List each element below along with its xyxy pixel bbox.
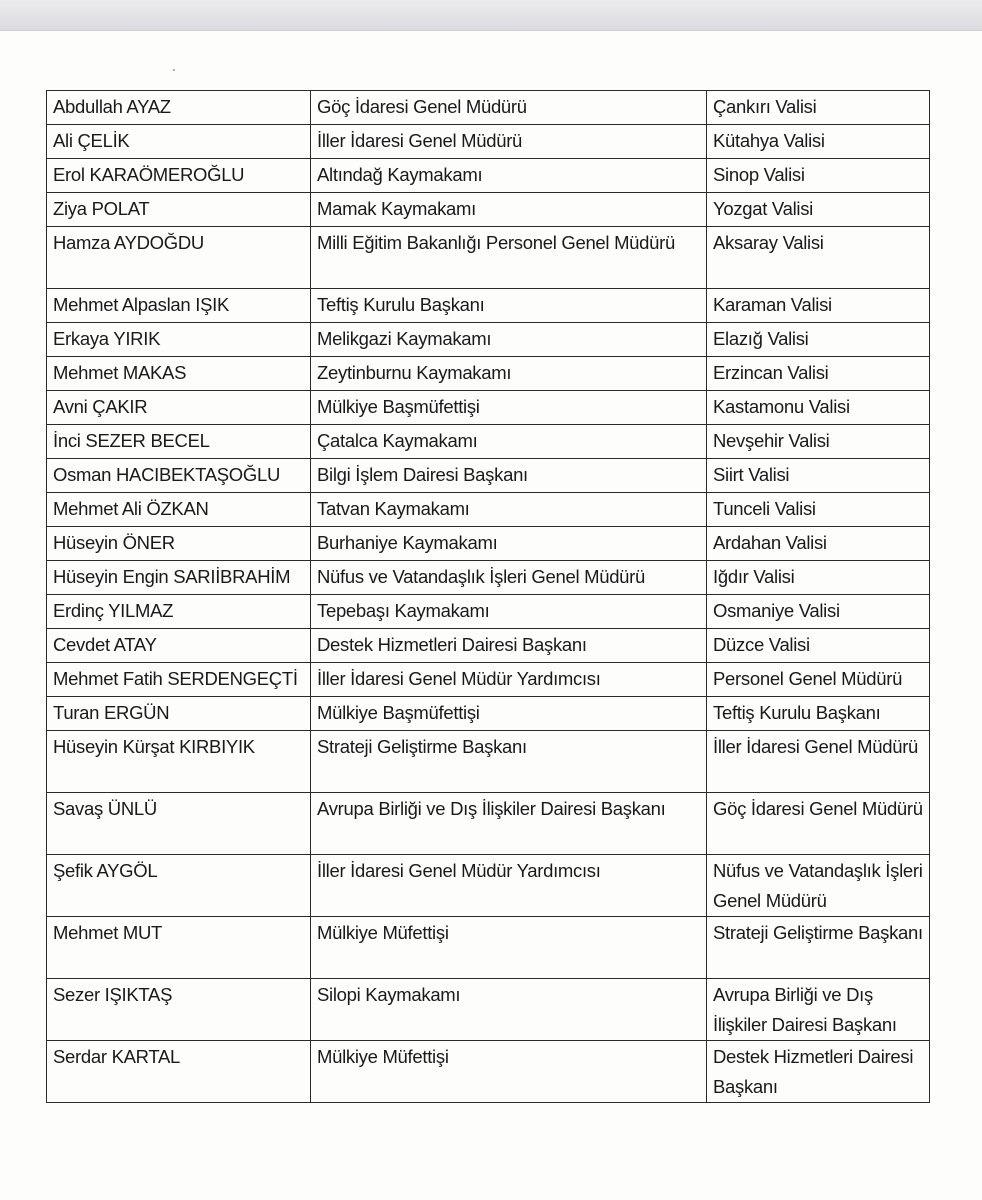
name-cell: İnci SEZER BECEL xyxy=(47,425,311,459)
new-position-cell: Kütahya Valisi xyxy=(707,125,930,159)
table-row xyxy=(47,979,930,1041)
table-row xyxy=(47,425,930,459)
viewer-top-bar xyxy=(0,0,982,31)
table-row xyxy=(47,527,930,561)
name-cell: Hüseyin Engin SARIİBRAHİM xyxy=(47,561,311,595)
current-position-cell: Göç İdaresi Genel Müdürü xyxy=(311,91,707,125)
current-position-cell: Mülkiye Müfettişi xyxy=(311,917,707,979)
table-row xyxy=(47,917,930,979)
new-position-cell: Ardahan Valisi xyxy=(707,527,930,561)
name-cell: Sezer IŞIKTAŞ xyxy=(47,979,311,1041)
current-position-cell: Zeytinburnu Kaymakamı xyxy=(311,357,707,391)
new-position-cell: Elazığ Valisi xyxy=(707,323,930,357)
name-cell: Turan ERGÜN xyxy=(47,697,311,731)
name-cell: Serdar KARTAL xyxy=(47,1041,311,1103)
current-position-cell: İller İdaresi Genel Müdürü xyxy=(311,125,707,159)
name-cell: Mehmet Alpaslan IŞIK xyxy=(47,289,311,323)
table-row xyxy=(47,561,930,595)
new-position-cell: Sinop Valisi xyxy=(707,159,930,193)
new-position-cell: Destek Hizmetleri Dairesi Başkanı xyxy=(707,1041,930,1103)
name-cell: Abdullah AYAZ xyxy=(47,91,311,125)
current-position-cell: Çatalca Kaymakamı xyxy=(311,425,707,459)
name-cell: Savaş ÜNLÜ xyxy=(47,793,311,855)
new-position-cell: Nüfus ve Vatandaşlık İşleri Genel Müdürü xyxy=(707,855,930,917)
table-row xyxy=(47,595,930,629)
name-cell: Ali ÇELİK xyxy=(47,125,311,159)
table-row xyxy=(47,793,930,855)
current-position-cell: Mülkiye Başmüfettişi xyxy=(311,697,707,731)
scan-speck xyxy=(173,69,175,71)
table-row xyxy=(47,629,930,663)
current-position-cell: Milli Eğitim Bakanlığı Personel Genel Müdürü xyxy=(311,227,707,289)
new-position-cell: Siirt Valisi xyxy=(707,459,930,493)
name-cell: Erol KARAÖMEROĞLU xyxy=(47,159,311,193)
current-position-cell: Melikgazi Kaymakamı xyxy=(311,323,707,357)
new-position-cell: Avrupa Birliği ve Dış İlişkiler Dairesi Başkanı xyxy=(707,979,930,1041)
name-cell: Şefik AYGÖL xyxy=(47,855,311,917)
new-position-cell: Karaman Valisi xyxy=(707,289,930,323)
table-row xyxy=(47,855,930,917)
appointments-table-body xyxy=(47,91,930,1103)
current-position-cell: Tepebaşı Kaymakamı xyxy=(311,595,707,629)
new-position-cell: Göç İdaresi Genel Müdürü xyxy=(707,793,930,855)
new-position-cell: Yozgat Valisi xyxy=(707,193,930,227)
current-position-cell: Tatvan Kaymakamı xyxy=(311,493,707,527)
current-position-cell: Strateji Geliştirme Başkanı xyxy=(311,731,707,793)
table-row xyxy=(47,323,930,357)
name-cell: Ziya POLAT xyxy=(47,193,311,227)
table-row xyxy=(47,1041,930,1103)
table-row xyxy=(47,493,930,527)
table-row xyxy=(47,159,930,193)
name-cell: Osman HACIBEKTAŞOĞLU xyxy=(47,459,311,493)
new-position-cell: Personel Genel Müdürü xyxy=(707,663,930,697)
current-position-cell: İller İdaresi Genel Müdür Yardımcısı xyxy=(311,855,707,917)
table-row xyxy=(47,459,930,493)
new-position-cell: Tunceli Valisi xyxy=(707,493,930,527)
new-position-cell: Iğdır Valisi xyxy=(707,561,930,595)
current-position-cell: Burhaniye Kaymakamı xyxy=(311,527,707,561)
name-cell: Hamza AYDOĞDU xyxy=(47,227,311,289)
table-row xyxy=(47,91,930,125)
name-cell: Mehmet MUT xyxy=(47,917,311,979)
new-position-cell: Strateji Geliştirme Başkanı xyxy=(707,917,930,979)
table-row xyxy=(47,663,930,697)
new-position-cell: Erzincan Valisi xyxy=(707,357,930,391)
current-position-cell: Altındağ Kaymakamı xyxy=(311,159,707,193)
name-cell: Erdinç YILMAZ xyxy=(47,595,311,629)
new-position-cell: Kastamonu Valisi xyxy=(707,391,930,425)
new-position-cell: Aksaray Valisi xyxy=(707,227,930,289)
table-row xyxy=(47,289,930,323)
new-position-cell: Çankırı Valisi xyxy=(707,91,930,125)
new-position-cell: Düzce Valisi xyxy=(707,629,930,663)
current-position-cell: Mamak Kaymakamı xyxy=(311,193,707,227)
name-cell: Mehmet Ali ÖZKAN xyxy=(47,493,311,527)
name-cell: Cevdet ATAY xyxy=(47,629,311,663)
table-row xyxy=(47,357,930,391)
current-position-cell: Silopi Kaymakamı xyxy=(311,979,707,1041)
table-row xyxy=(47,391,930,425)
name-cell: Mehmet MAKAS xyxy=(47,357,311,391)
table-row xyxy=(47,731,930,793)
table-row xyxy=(47,193,930,227)
current-position-cell: Mülkiye Başmüfettişi xyxy=(311,391,707,425)
new-position-cell: İller İdaresi Genel Müdürü xyxy=(707,731,930,793)
current-position-cell: İller İdaresi Genel Müdür Yardımcısı xyxy=(311,663,707,697)
name-cell: Hüseyin Kürşat KIRBIYIK xyxy=(47,731,311,793)
current-position-cell: Avrupa Birliği ve Dış İlişkiler Dairesi Başkanı xyxy=(311,793,707,855)
current-position-cell: Destek Hizmetleri Dairesi Başkanı xyxy=(311,629,707,663)
current-position-cell: Nüfus ve Vatandaşlık İşleri Genel Müdürü xyxy=(311,561,707,595)
table-row xyxy=(47,227,930,289)
appointments-table xyxy=(46,90,930,1103)
current-position-cell: Mülkiye Müfettişi xyxy=(311,1041,707,1103)
table-row xyxy=(47,125,930,159)
name-cell: Erkaya YIRIK xyxy=(47,323,311,357)
name-cell: Hüseyin ÖNER xyxy=(47,527,311,561)
current-position-cell: Teftiş Kurulu Başkanı xyxy=(311,289,707,323)
new-position-cell: Osmaniye Valisi xyxy=(707,595,930,629)
name-cell: Avni ÇAKIR xyxy=(47,391,311,425)
name-cell: Mehmet Fatih SERDENGEÇTİ xyxy=(47,663,311,697)
table-row xyxy=(47,697,930,731)
current-position-cell: Bilgi İşlem Dairesi Başkanı xyxy=(311,459,707,493)
new-position-cell: Nevşehir Valisi xyxy=(707,425,930,459)
new-position-cell: Teftiş Kurulu Başkanı xyxy=(707,697,930,731)
